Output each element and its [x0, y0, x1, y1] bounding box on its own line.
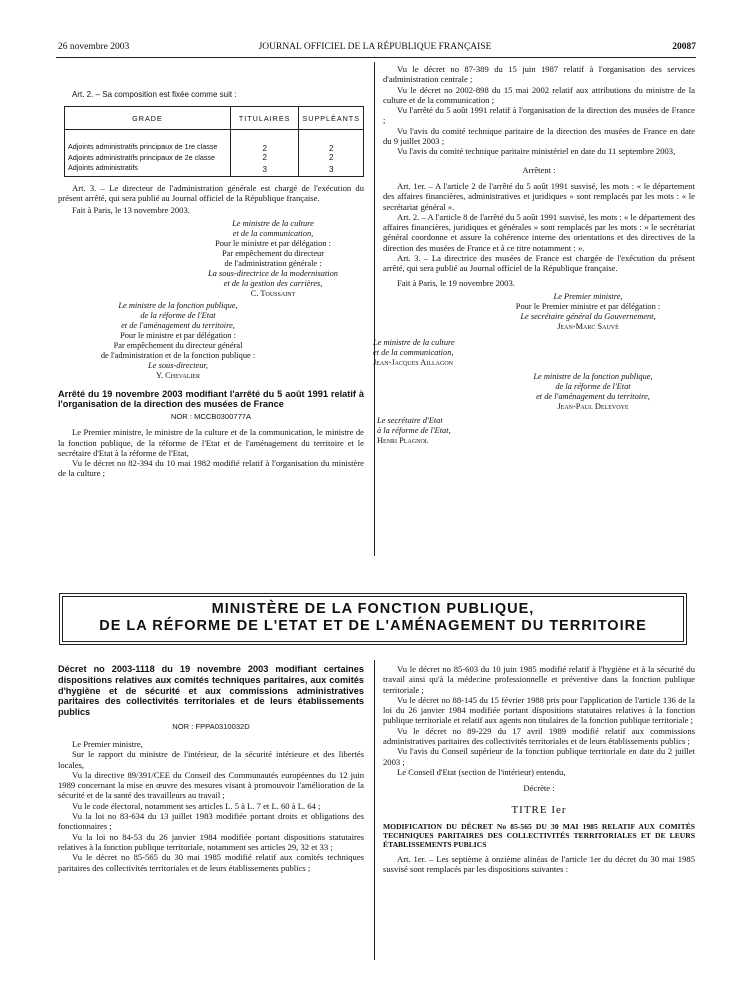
visa: Vu la loi no 84-53 du 26 janvier 1984 modifiée portant dispositions statutaires relatives à la fonction publique territoriale, notamment ses articles 29, 32 et 33 ;: [58, 831, 364, 852]
signatory-name: Y. Chevalier: [156, 370, 200, 380]
signature-block-fonction-publique: [58, 301, 298, 381]
col-titulaires: TITULAIRES: [230, 107, 299, 130]
sig-line: et de la communication,: [232, 228, 314, 238]
right-top-column: [373, 64, 695, 446]
visa: Vu le décret no 89-229 du 17 avril 1989 modifié relatif aux commissions administratives paritaires des collectivités territoriales et de leurs établissements publics ;: [383, 725, 695, 747]
article: Art. 2. – A l'article 8 de l'arrêté du 5 août 1991 susvisé, les mots : « le département des affaires financières, juridiques et générales » sont remplacés par les mots : « le secrétariat général coordonne et assure la cohérence interne des orientations et des directives de la direction des musées de France et à ce titre notamment : ».: [383, 211, 695, 253]
signatory-name: Jean-Paul Delevoye: [557, 401, 629, 411]
sig-line: et de la gestion des carrières,: [223, 278, 323, 288]
signatory-name: Jean-Jacques Aillagon: [373, 357, 453, 367]
sig-line: à la réforme de l'Etat,: [377, 425, 451, 435]
visa: Le Conseil d'Etat (section de l'intérieur) entendu,: [397, 766, 566, 777]
suppleants-cell: 2: [299, 130, 364, 154]
header-page-number: 20087: [672, 42, 696, 52]
table-row: [65, 162, 364, 176]
suppleants-cell: 3: [299, 162, 364, 176]
visa: Vu le décret no 87-389 du 15 juin 1987 relatif à l'organisation des services d'administration centrale ;: [383, 64, 695, 85]
fait-a-paris: Fait à Paris, le 13 novembre 2003.: [72, 205, 190, 216]
sig-line: et de l'aménagement du territoire,: [121, 320, 235, 330]
sig-line: La sous-directrice de la modernisation: [208, 268, 338, 278]
visa: Vu le décret no 85-603 du 10 juin 1985 modifié relatif à l'hygiène et à la sécurité du travail ainsi qu'à la médecine professionnelle et préventive dans la fonction publique territoriale ;: [383, 664, 695, 695]
sig-line: Par empêchement du directeur: [221, 248, 325, 258]
left-top-column: [58, 90, 364, 479]
nor-reference: NOR : FPPA0310032D: [172, 721, 250, 731]
titulaires-cell: 3: [230, 162, 299, 176]
sig-line: Pour le Premier ministre et par délégation :: [515, 301, 661, 311]
signature-block-culture: [178, 219, 368, 299]
ministry-line-2: DE LA RÉFORME DE L'ETAT ET DE L'AMÉNAGEMENT DU TERRITOIRE: [99, 618, 647, 634]
grade-cell: Adjoints administratifs: [65, 162, 231, 176]
table-row: [65, 153, 364, 162]
arretent: Arrêtent :: [522, 164, 556, 175]
header-date: 26 novembre 2003: [58, 42, 130, 52]
visa: Vu le décret no 85-565 du 30 mai 1985 modifié relatif aux comités techniques paritaires des collectivités territoriales et de leurs établissements publics ;: [58, 852, 364, 873]
visa: Vu le décret no 2002-898 du 15 mai 2002 relatif aux attributions du ministre de la culture et de la communication ;: [383, 84, 695, 105]
titulaires-cell: 2: [230, 130, 299, 154]
header-rule: [56, 57, 696, 58]
grade-cell: Adjoints administratifs principaux de 1re classe: [65, 130, 231, 154]
grade-table: [64, 106, 364, 177]
col-suppleants: SUPPLÉANTS: [299, 107, 364, 130]
visa: Vu la loi no 83-634 du 13 juillet 1983 modifiée portant droits et obligations des fonctionnaires ;: [58, 811, 364, 832]
suppleants-cell: 2: [299, 153, 364, 162]
sig-line: Pour le ministre et par délégation :: [120, 330, 236, 340]
sig-line: Pour le ministre et par délégation :: [215, 238, 331, 248]
visa: Vu le code électoral, notamment ses articles L. 5 à L. 7 et L. 60 à L. 64 ;: [72, 800, 321, 811]
ministry-line-1: MINISTÈRE DE LA FONCTION PUBLIQUE,: [211, 601, 535, 617]
sig-line: Le sous-directeur,: [148, 360, 208, 370]
visa: Sur le rapport du ministre de l'intérieur, de la sécurité intérieure et des libertés locales,: [58, 749, 364, 770]
visa: Vu le décret no 88-145 du 15 février 1988 pris pour l'application de l'article 136 de la loi du 26 janvier 1984 modifiée portant dispositions statutaires relatives à la fonction publique territoriale et relatif aux agents non titulaires de la fonction publique territoriale ;: [383, 694, 695, 726]
article: Art. 3. – La directrice des musées de France est chargée de l'exécution du présent arrêté, qui sera publié au Journal officiel de la République française.: [383, 253, 695, 274]
sig-line: de l'administration générale :: [224, 258, 322, 268]
grade-cell: Adjoints administratifs principaux de 2e classe: [65, 153, 231, 162]
visa: Vu l'avis du comité technique paritaire de la direction des musées de France en date du 9 juillet 2003 ;: [383, 125, 695, 147]
arrete-visa: Vu le décret no 82-394 du 10 mai 1982 modifié relatif à l'organisation du ministère de la culture ;: [58, 458, 364, 479]
signature-block-premier-ministre: [483, 292, 693, 332]
sig-line: et de la communication,: [373, 347, 454, 357]
nor-reference: NOR : MCCB0300777A: [170, 412, 252, 422]
sig-line: Le ministre de la fonction publique,: [118, 300, 238, 310]
sig-line: de la réforme de l'Etat: [555, 381, 631, 391]
col-grade: GRADE: [65, 107, 231, 130]
signatory-name: Henri Plagnol: [377, 435, 429, 445]
column-divider-top: [374, 62, 375, 556]
left-bottom-column: [58, 664, 364, 873]
article: Art. 1er. – A l'article 2 de l'arrêté du 5 août 1991 susvisé, les mots : « le département des affaires financières, administratives et juridiques » sont remplacés par les mots : « le secrétariat général ».: [383, 180, 695, 212]
decret-title: Décret no 2003-1118 du 19 novembre 2003 modifiant certaines dispositions relatives aux comités techniques paritaires, aux comités d'hygiène et de sécurité et aux commissions administratives paritaires des collectivités territoriales et de leurs établissements publics: [58, 664, 364, 718]
titulaires-cell: 2: [230, 153, 299, 162]
sig-line: de l'administration et de la fonction publique :: [100, 350, 256, 360]
arrete-title: Arrêté du 19 novembre 2003 modifiant l'arrêté du 5 août 1991 relatif à l'organisation de la direction des musées de France: [58, 388, 364, 410]
ministry-banner: [62, 596, 684, 642]
sig-line: Le secrétaire général du Gouvernement,: [520, 311, 656, 321]
decrete: Décrète :: [523, 783, 555, 794]
sig-line: Le secrétaire d'Etat: [377, 415, 443, 425]
signature-block-secretaire-etat: [377, 416, 497, 446]
table-row: [65, 130, 364, 154]
fait-a-paris: Fait à Paris, le 19 novembre 2003.: [397, 277, 515, 288]
sig-line: Le ministre de la fonction publique,: [533, 371, 653, 381]
visa: Vu l'avis du Conseil supérieur de la fonction publique territoriale en date du 2 juillet 2003 ;: [383, 746, 695, 767]
titre-subtitle: MODIFICATION DU DÉCRET No 85-565 DU 30 MAI 1985 RELATIF AUX COMITÉS TECHNIQUES PARITAIRES DES COLLECTIVITÉS TERRITORIALES ET DE LEURS ÉTABLISSEMENTS PUBLICS: [383, 821, 695, 850]
article-2: Art. 2. – Sa composition est fixée comme suit :: [72, 90, 237, 99]
column-divider-bottom: [374, 660, 375, 960]
signatory-name: Jean-Marc Sauvé: [557, 321, 619, 331]
titre-heading: TITRE Ier: [511, 803, 567, 816]
sig-line: Le ministre de la culture: [373, 337, 455, 347]
visa: Vu la directive 89/391/CEE du Conseil des Communautés européennes du 12 juin 1989 concernant la mise en œuvre des mesures visant à promouvoir l'amélioration de la sécurité et de la santé des travailleurs au travail ;: [58, 769, 364, 801]
signature-block-culture-2: [373, 338, 493, 368]
article-1: Art. 1er. – Les septième à onzième alinéas de l'article 1er du décret du 30 mai 1985 susvisé sont remplacés par les dispositions suivantes :: [383, 853, 695, 875]
sig-line: Le Premier ministre,: [553, 291, 623, 301]
sig-line: de la réforme de l'Etat: [140, 310, 216, 320]
signatory-name: C. Toussaint: [250, 288, 296, 298]
grade-table-header: [65, 107, 364, 130]
article-3: Art. 3. – Le directeur de l'administration générale est chargé de l'exécution du présent arrêté, qui sera publié au Journal officiel de la République française.: [58, 182, 364, 204]
premier-ministre: Le Premier ministre,: [72, 738, 143, 749]
arrete-preamble: Le Premier ministre, le ministre de la culture et de la communication, le ministre de la fonction publique, de la réforme de l'Etat et de l'aménagement du territoire et le secrétaire d'Etat à la réforme de l'Etat,: [58, 427, 364, 458]
signature-block-fonction-publique-2: [493, 372, 693, 412]
header-journal-title: JOURNAL OFFICIEL DE LA RÉPUBLIQUE FRANÇAISE: [258, 42, 492, 52]
right-bottom-column: [383, 664, 695, 874]
visa: Vu l'arrêté du 5 août 1991 relatif à l'organisation de la direction des musées de France ;: [383, 105, 695, 126]
sig-line: Le ministre de la culture: [232, 218, 314, 228]
visa: Vu l'avis du comité technique paritaire ministériel en date du 11 septembre 2003,: [397, 146, 676, 157]
sig-line: et de l'aménagement du territoire,: [536, 391, 650, 401]
sig-line: Par empêchement du directeur général: [113, 340, 243, 350]
